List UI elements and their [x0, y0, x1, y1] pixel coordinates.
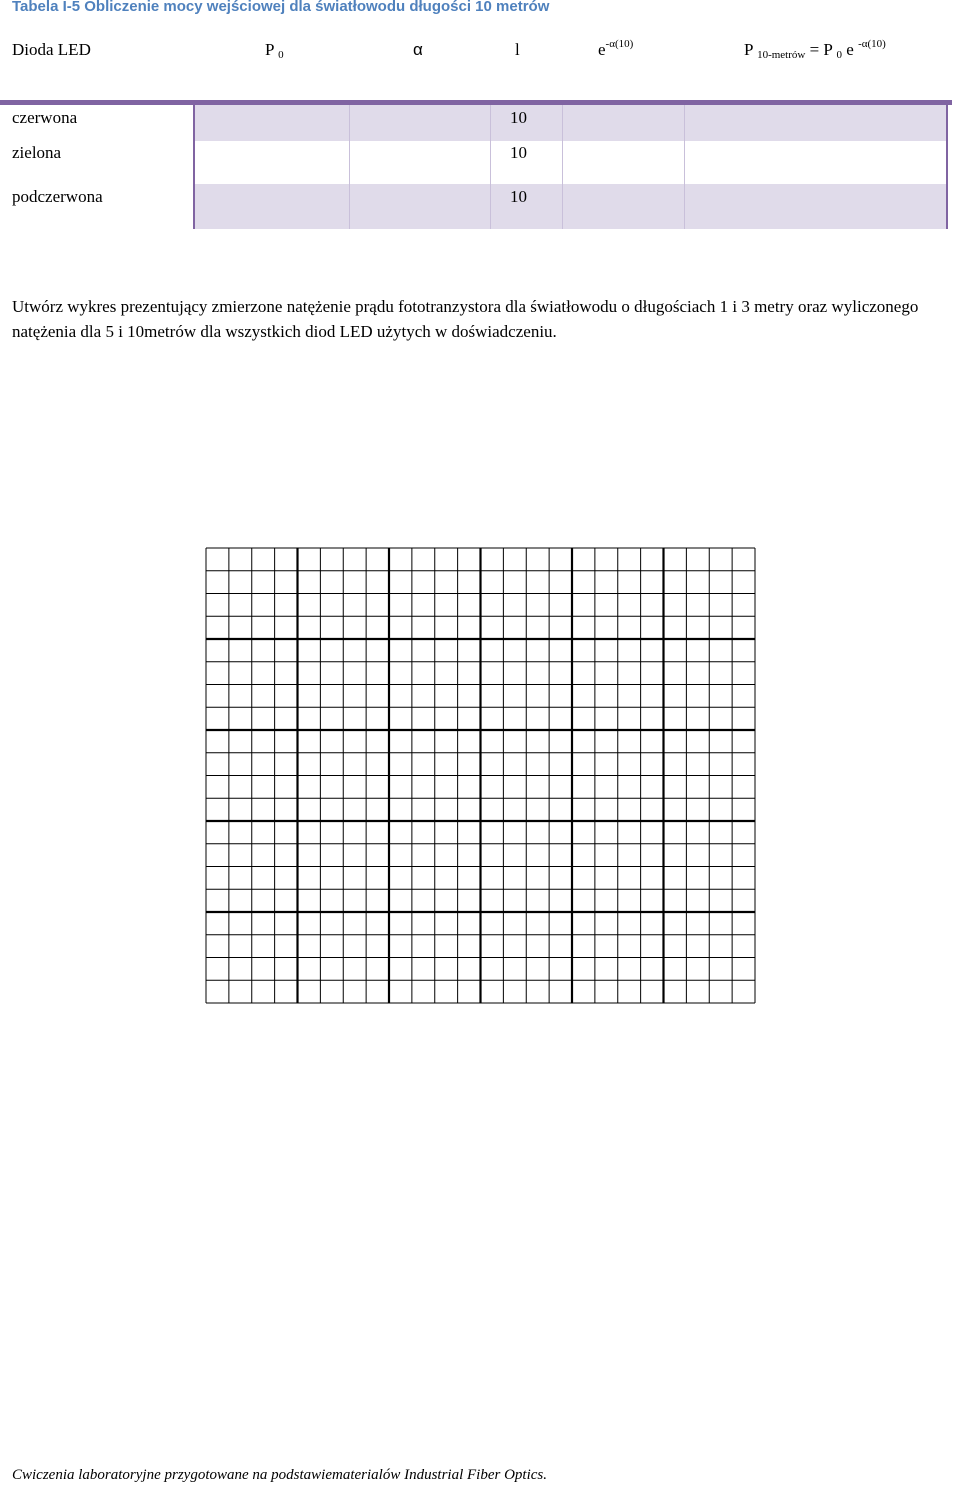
column-divider	[490, 105, 491, 229]
header-p10-main: P	[744, 40, 753, 59]
header-alpha: α	[413, 40, 423, 59]
header-exp-sup: -α(10)	[605, 38, 634, 50]
row-name-czerwona: czerwona	[12, 108, 78, 127]
footer-note: Cwiczenia laboratoryjne przygotowane na podstawiematerialów Industrial Fiber Optics.	[12, 1467, 547, 1483]
header-p10-eq-sub: 0	[836, 49, 843, 61]
table-caption: Tabela I-5 Obliczenie mocy wejściowej dla światłowodu długości 10 metrów	[12, 0, 550, 15]
row-band-czerwona	[193, 105, 948, 141]
row-name-podczerwona: podczerwona	[12, 187, 103, 206]
column-divider	[684, 105, 685, 229]
table-frame-right	[946, 105, 948, 229]
row-l-zielona: 10	[510, 143, 527, 162]
column-divider	[349, 105, 350, 229]
row-band-podczerwona	[193, 184, 948, 229]
header-exp	[598, 40, 633, 60]
table-frame-left	[193, 105, 195, 229]
row-l-czerwona: 10	[510, 108, 527, 127]
header-p10-e: e	[842, 40, 854, 59]
header-dioda: Dioda LED	[12, 40, 91, 59]
header-p10	[744, 40, 886, 60]
header-p0	[265, 40, 284, 60]
header-l: l	[515, 40, 520, 59]
header-p0-sub: 0	[278, 49, 284, 61]
row-l-podczerwona: 10	[510, 187, 527, 206]
graph-paper-grid	[205, 547, 756, 1004]
column-divider	[562, 105, 563, 229]
instruction-paragraph: Utwórz wykres prezentujący zmierzone natężenie prądu fototranzystora dla światłowodu o długościach 1 i 3 metry oraz wyliczonego natężenia dla 5 i 10metrów dla wszystkich diod LED użytych w doświadczeniu.	[12, 297, 919, 341]
header-p10-sub: 10-metrów	[757, 49, 806, 61]
header-p10-e-sup: -α(10)	[858, 38, 886, 50]
header-exp-base: e	[598, 40, 606, 59]
header-p10-eq: = P	[805, 40, 833, 59]
header-p0-main: P	[265, 40, 274, 59]
row-name-zielona: zielona	[12, 143, 62, 162]
